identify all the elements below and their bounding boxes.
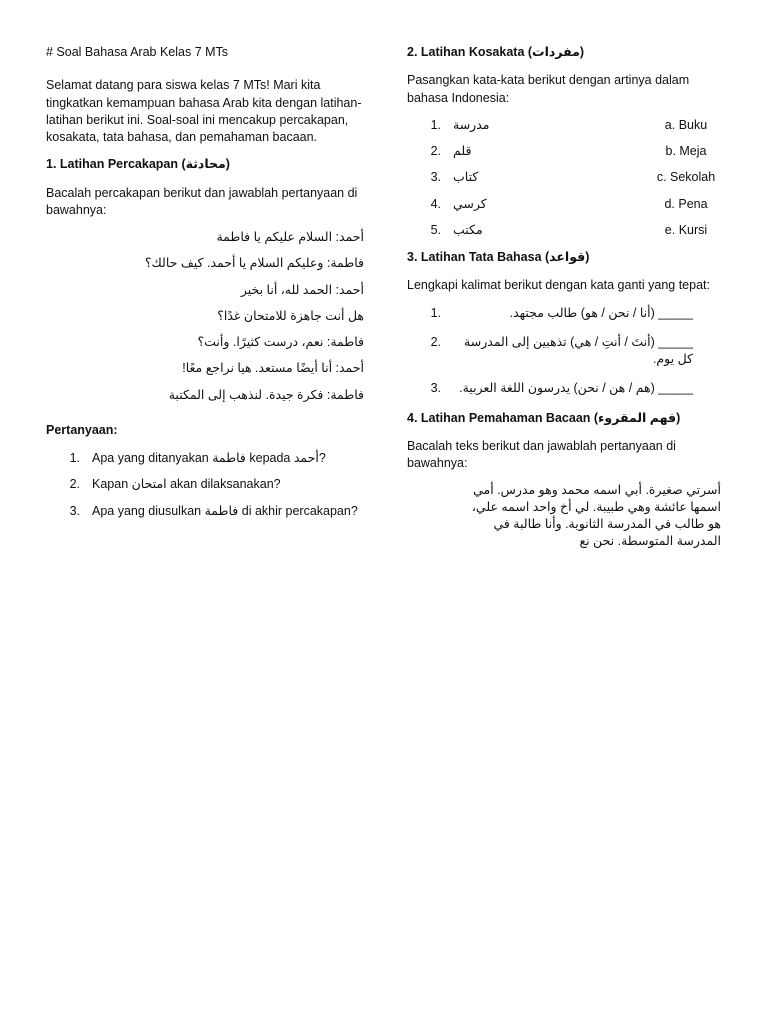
section3-heading: 3. Latihan Tata Bahasa (قواعد) — [407, 250, 590, 264]
meaning-option: b. Meja — [665, 144, 707, 158]
list-item — [407, 334, 729, 369]
arabic-word: كتاب — [453, 170, 479, 185]
list-item — [46, 503, 364, 520]
item-number: 1. — [430, 305, 441, 320]
dialogue-line: أحمد: أنا أيضًا مستعد. هيا نراجع معًا! — [182, 361, 364, 376]
dialogue-line: فاطمة: نعم، درست كثيرًا. وأنت؟ — [197, 335, 364, 349]
dialogue-line: أحمد: السلام عليكم يا فاطمة — [216, 230, 364, 244]
grammar-sentence: _____ (أنتَ / أنتِ / هي) تذهبين إلى المدرسة كل يوم. — [464, 334, 693, 366]
question-text: Apa yang diusulkan فاطمة di akhir percakapan? — [92, 503, 358, 518]
dialogue-line: أحمد: الحمد لله، أنا بخير — [240, 282, 364, 297]
meaning-option: e. Kursi — [664, 222, 708, 237]
list-item — [407, 196, 729, 213]
list-item — [407, 380, 729, 397]
item-number: 1. — [69, 451, 80, 465]
item-number: 3. — [430, 170, 441, 185]
grammar-sentence: _____ (هم / هن / نحن) يدرسون اللغة العربية. — [459, 381, 693, 396]
vocab-list — [407, 117, 729, 239]
dialogue-line: فاطمة: وعليكم السلام يا أحمد. كيف حالك؟ — [144, 256, 364, 271]
questions-list — [46, 450, 364, 520]
grammar-list — [407, 305, 729, 398]
dialogue — [46, 229, 364, 404]
list-item — [407, 305, 729, 322]
grammar-sentence: _____ (أنا / نحن / هو) طالب مجتهد. — [509, 305, 693, 320]
section3-instruction: Lengkapi kalimat berikut dengan kata ganti yang tepat: — [407, 278, 710, 293]
item-number: 1. — [430, 117, 441, 132]
list-item — [46, 476, 364, 493]
item-number: 2. — [430, 144, 441, 158]
arabic-word: قلم — [453, 144, 472, 158]
section2-instruction: Pasangkan kata-kata berikut dengan artinya dalam bahasa Indonesia: — [407, 73, 690, 105]
question-text: Kapan امتحان akan dilaksanakan? — [92, 477, 281, 492]
list-item — [407, 222, 729, 239]
list-item — [407, 117, 729, 134]
item-number: 3. — [69, 503, 80, 518]
intro-paragraph: Selamat datang para siswa kelas 7 MTs! Mari kita tingkatkan kemampuan bahasa Arab kita dengan latihan-latihan berikut ini. Soal-soal ini mencakup percakapan, kosakata, tata bahasa, dan pemahaman bacaan. — [46, 78, 362, 144]
section1-heading: 1. Latihan Percakapan (محادثة) — [46, 157, 230, 172]
meaning-option: a. Buku — [664, 117, 708, 132]
item-number: 2. — [430, 334, 441, 349]
section4-instruction: Bacalah teks berikut dan jawablah pertanyaan di bawahnya: — [407, 438, 676, 470]
item-number: 5. — [430, 222, 441, 237]
dialogue-line: فاطمة: فكرة جيدة. لنذهب إلى المكتبة — [168, 387, 364, 402]
meaning-option: d. Pena — [664, 196, 708, 211]
arabic-word: مدرسة — [453, 117, 490, 132]
list-item — [407, 169, 729, 186]
right-column — [407, 44, 729, 560]
list-item — [46, 450, 364, 467]
arabic-word: كرسي — [453, 196, 487, 211]
item-number: 3. — [430, 381, 441, 396]
question-text: Apa yang ditanyakan فاطمة kepada أحمد? — [92, 451, 326, 465]
list-item — [407, 143, 729, 160]
arabic-word: مكتب — [453, 222, 483, 237]
page-title: # Soal Bahasa Arab Kelas 7 MTs — [46, 45, 229, 59]
section1-instruction: Bacalah percakapan berikut dan jawablah pertanyaan di bawahnya: — [46, 185, 358, 217]
item-number: 4. — [430, 196, 441, 211]
dialogue-line: هل أنت جاهزة للامتحان غدًا؟ — [217, 308, 364, 323]
meaning-option: c. Sekolah — [656, 170, 716, 185]
item-number: 2. — [69, 477, 80, 492]
section4-heading: 4. Latihan Pemahaman Bacaan (فهم المقروء) — [407, 410, 681, 425]
left-column — [46, 44, 364, 530]
section2-heading: 2. Latihan Kosakata (مفردات) — [407, 45, 584, 59]
reading-text: أسرتي صغيرة. أبي اسمه محمد وهو مدرس. أمي اسمها عائشة وهي طبيبة. لي أخ واحد اسمه علي، هو طالب في المدرسة الثانوية. وأنا طالبة في المدرسة المتوسطة. نحن نع — [471, 483, 721, 548]
questions-heading: Pertanyaan: — [46, 422, 118, 437]
